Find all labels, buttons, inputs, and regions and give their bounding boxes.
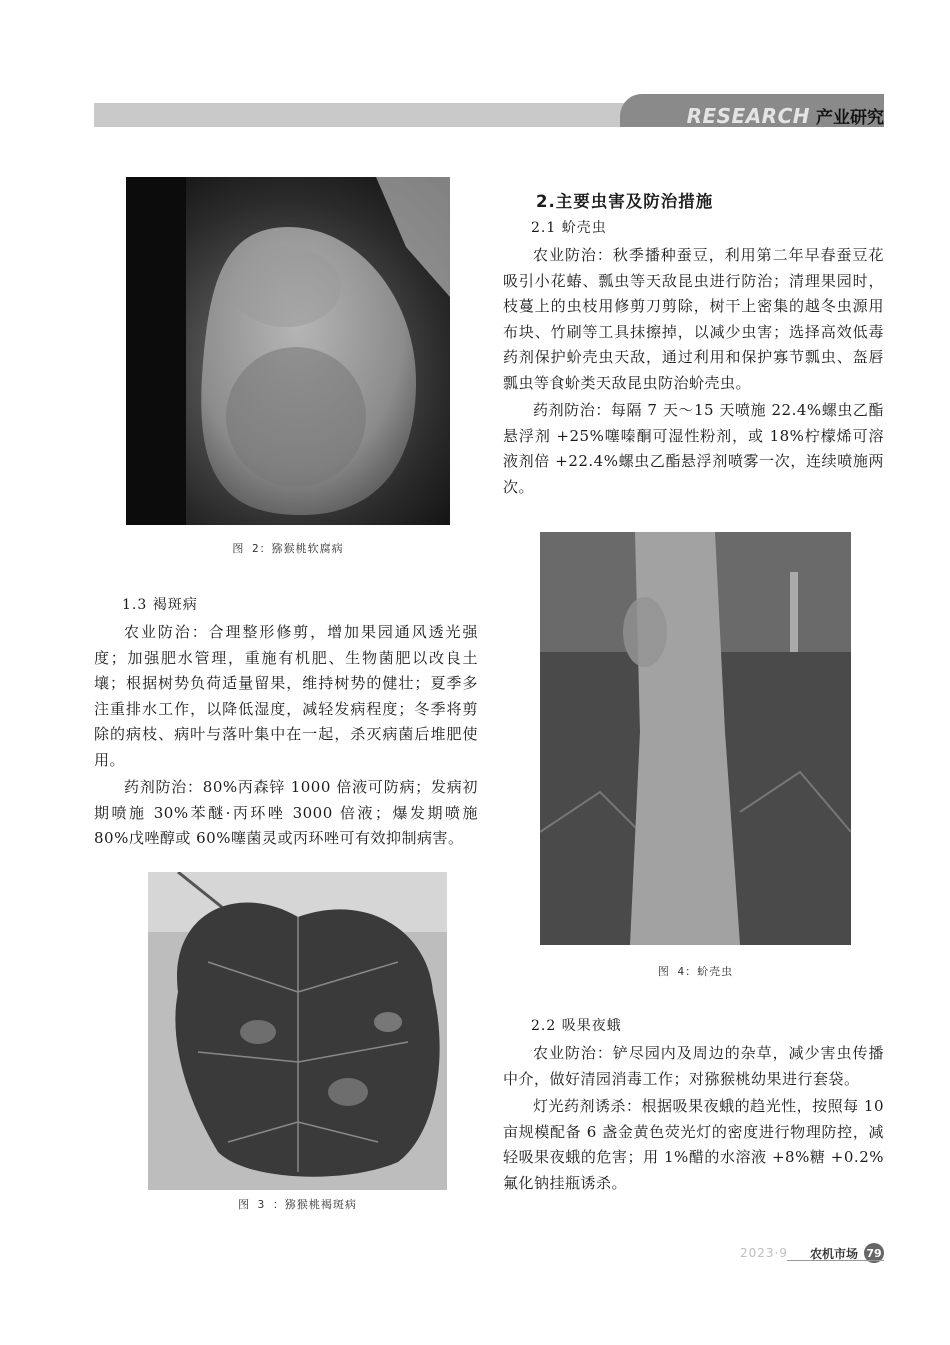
- section-2-title: 2.主要虫害及防治措施: [536, 192, 714, 211]
- figure-2-photo: [126, 177, 450, 525]
- figure-2-caption: 图 2：猕猴桃软腐病: [232, 542, 344, 555]
- header-chinese: 产业研究: [816, 108, 884, 128]
- section-2-2-paragraph-1: 农业防治：铲尽园内及周边的杂草，减少害虫传播中介，做好清园消毒工作；对猕猴桃幼果进行套袋。: [503, 1044, 884, 1088]
- figure-4-photo: [540, 532, 851, 945]
- header-section-label: [687, 103, 884, 129]
- section-2-1-paragraph-2: 药剂防治：每隔 7 天～15 天喷施 22.4%螺虫乙酯悬浮剂 +25%噻嗪酮可湿性粉剂，或 18%柠檬烯可溶液剂倍 +22.4%螺虫乙酯悬浮剂喷雾一次，连续喷施两次。: [503, 401, 884, 496]
- right-column-top: [503, 188, 884, 502]
- section-1-3-title: 1.3 褐斑病: [122, 597, 198, 613]
- right-column-bottom: [503, 1014, 884, 1198]
- figure-4-caption: 图 4：蚧壳虫: [657, 965, 734, 978]
- figure-3-photo: [148, 872, 447, 1190]
- section-2-1-title: 2.1 蚧壳虫: [531, 220, 607, 236]
- section-1-3-paragraph-2: 药剂防治：80%丙森锌 1000 倍液可防病；发病初期喷施 30%苯醚·丙环唑 3000 倍液；爆发期喷施 80%戊唑醇或 60%噻菌灵或丙环唑可有效抑制病害。: [94, 778, 478, 847]
- footer-date: 2023·9: [739, 1246, 788, 1260]
- section-1-3-paragraph-1: 农业防治：合理整形修剪，增加果园通风透光强度；加强肥水管理，重施有机肥、生物菌肥以改良土壤；根据树势负荷适量留果，维持树势的健壮；夏季多注重排水工作，以降低湿度，减轻发病程度；冬季将剪除的病枝、病叶与落叶集中在一起，杀灭病菌后堆肥使用。: [94, 623, 478, 769]
- header-english: RESEARCH: [686, 104, 810, 128]
- section-2-1-paragraph-1: 农业防治：秋季播种蚕豆，利用第二年早春蚕豆花吸引小花蝽、瓢虫等天敌昆虫进行防治；清理果园时，枝蔓上的虫枝用修剪刀剪除，树干上密集的越冬虫源用布块、竹刷等工具抹擦掉，以减少虫害；选择高效低毒药剂保护蚧壳虫天敌，通过利用和保护寡节瓢虫、盔唇瓢虫等食蚧类天敌昆虫防治蚧壳虫。: [503, 246, 884, 392]
- page-number: 79: [864, 1243, 884, 1263]
- footer-rule: [787, 1260, 884, 1261]
- left-column: [94, 593, 478, 854]
- figure-3-caption: 图 3 ：猕猴桃褐斑病: [238, 1198, 357, 1211]
- section-2-2-paragraph-2: 灯光药剂诱杀：根据吸果夜蛾的趋光性，按照每 10 亩规模配备 6 盏金黄色荧光灯的密度进行物理防控，减轻吸果夜蛾的危害；用 1%醋的水溶液 +8%糖 +0.2%氟化钠挂瓶诱杀。: [503, 1097, 884, 1192]
- footer-magazine-name: 农机市场: [809, 1246, 858, 1261]
- section-2-2-title: 2.2 吸果夜蛾: [531, 1018, 622, 1034]
